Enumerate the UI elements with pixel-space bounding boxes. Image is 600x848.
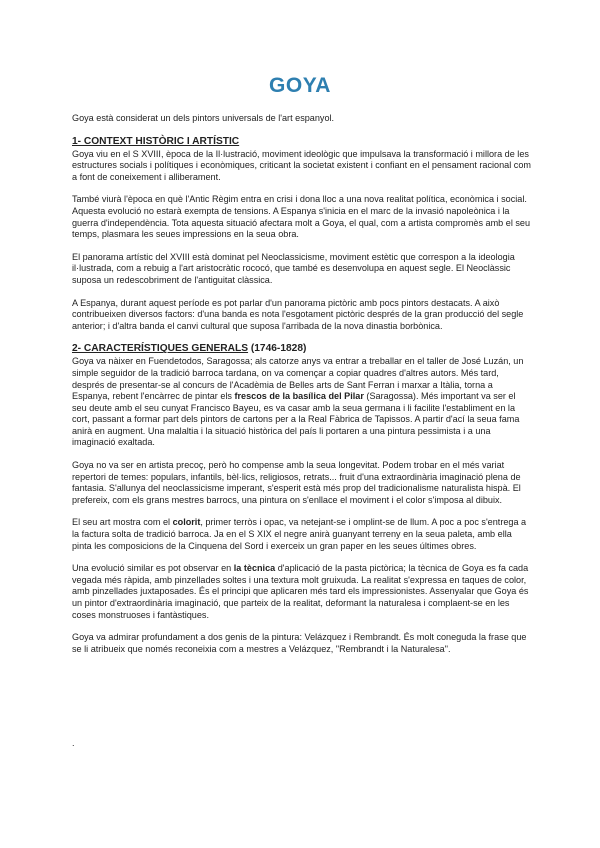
section-2-heading-text: 2- CARACTERÍSTIQUES GENERALS: [72, 343, 249, 355]
section-2-dates: (1746-1828): [248, 343, 307, 355]
section-1-paragraph-2: També viurà l'època en què l'Antic Règim entra en crisi i dona lloc a una nova realitat política, econòmica i social. Aquesta evolució no estarà exempta de tensions. A Espanya s'inicia en el marc de la invasió napoleònica i la guerra d'independència. Tota aquesta situació afectara molt a Goya, el qual, com a artista compromès amb el seu temps, plasmara les seues impressions en la seua obra.: [72, 194, 531, 240]
section-2-paragraph-2: Goya no va ser en artista precoç, però ho compense amb la seua longevitat. Podem trobar en el més variat repertori de temes: populars, infantils, bèl·lics, religiosos, retrats... fruit d'una extraordinària imaginació plena de fantasia. S'allunya del neoclassicisme imperant, s'esperit està més prop del tradicionalisme naturalista hispà. El prefereix, com els grans mestres barrocs, una pintura on s'enllace el moviment i el color s'imposa al dibuix.: [72, 460, 521, 505]
section-2-p1-bold: frescos de la basílica del Pilar: [234, 391, 364, 402]
section-2-p4-text-a: Una evolució similar es pot observar en: [72, 563, 234, 574]
section-1-paragraph-3: El panorama artístic del XVIII està dominat pel Neoclassicisme, moviment estètic que correspon a la ideologia il·lustrada, com a rebuig a l'art aristocràtic rococó, que també es desenvolupa en aquest segle. El Neoclàssic suposa un redescobriment de l'antiguitat clàssica.: [72, 251, 515, 285]
document-body: [72, 113, 532, 666]
section-2-p1-text-a: Goya va nàixer en Fuendetodos, Saragossa; als catorze anys va entrar a treballar en el taller de José Luzán, un simple seguidor de la tradició barroca tardana, on va començar a copiar quadres d'altres autors. Més tard, després de presentar-se al concurs de l'Acadèmia de Belles arts de Sant Ferran i marxar a Itàlia, torna a Espanya, rebent l'encàrrec de pintar els: [72, 356, 524, 402]
section-2-p3-bold: colorit: [172, 517, 201, 528]
page-title: GOYA: [269, 74, 331, 97]
section-2-p3-text-a: El seu art mostra com el: [72, 517, 173, 528]
section-1-heading-text: 1- CONTEXT HISTÒRIC I ARTÍSTIC: [72, 135, 240, 147]
section-1-heading: [72, 136, 532, 148]
section-1-paragraph-4: A Espanya, durant aquest període es pot parlar d'un panorama pictòric amb pocs pintors destacats. A això contribueixen diversos factors: d'una banda es nota l'esgotament pictòric després de la gran producció del segle anterior; i d'altra banda el canvi cultural que suposa l'arribada de la nova dinastia borbònica.: [72, 297, 524, 331]
section-2-paragraph-3: [72, 517, 532, 552]
section-2-p1-text-c: (Saragossa). Més important va ser el seu deute amb el seu cunyat Francisco Bayeu, es va casar amb la seua germana i li facilite l'establiment en la cort, passant a formar part dels pintors de cartons per a la Real Fàbrica de Tapissos. A partir d'ací la seua fama anirà en augment. Una malaltia i la situació històrica del país li portaren a una pintura pessimista i a una imaginació exaltada.: [72, 391, 520, 448]
section-2-p4-bold: la tècnica: [233, 563, 276, 574]
section-2-paragraph-1: [72, 356, 532, 449]
section-2-heading: [72, 343, 532, 355]
section-2-p4-text-c: d'aplicació de la pasta pictòrica; la tècnica de Goya es fa cada vegada més ràpida, amb pinzellades soltes i una textura molt gruixuda. La realitat s'expressa en taques de color, amb pinzellades juxtaposades. És el principi que aplicaren més tard els impressionistes. Assenyalar que Goya és un pintor d'extraordinària imaginació, que parteix de la realitat, deformant la naturalesa i complaent-se en les coses monstruoses i fantàstiques.: [72, 563, 529, 620]
section-1-paragraph-1: Goya viu en el S XVIII, època de la Il·lustració, moviment ideològic que impulsava la transformació i millora de les estructures socials i polítiques i econòmiques, criticant la societat existent i confiant en el pensament racional com a font de coneixement i alliberament.: [72, 148, 531, 182]
section-2-paragraph-4: [72, 563, 532, 621]
section-2-paragraph-5: Goya va admirar profundament a dos genis de la pintura: Velázquez i Rembrandt. És molt coneguda la frase que se li atribueix que només reconeixia com a mestres a Velázquez, "Rembrandt i la Naturalesa".: [72, 632, 527, 654]
section-2-p3-text-c: , primer terròs i opac, va netejant-se i omplint-se de llum. A poc a poc s'entrega a la factura solta de tradició barroca. Ja en el S XIX el negre anirà guanyant terreny en la seua paleta, amb ella pinta les composicions de la Cinquena del Sord i exerceix un gran paper en les seues últimes obres.: [72, 517, 527, 551]
intro-paragraph: Goya està considerat un dels pintors universals de l'art espanyol.: [72, 113, 335, 123]
footer-mark: .: [72, 738, 75, 748]
